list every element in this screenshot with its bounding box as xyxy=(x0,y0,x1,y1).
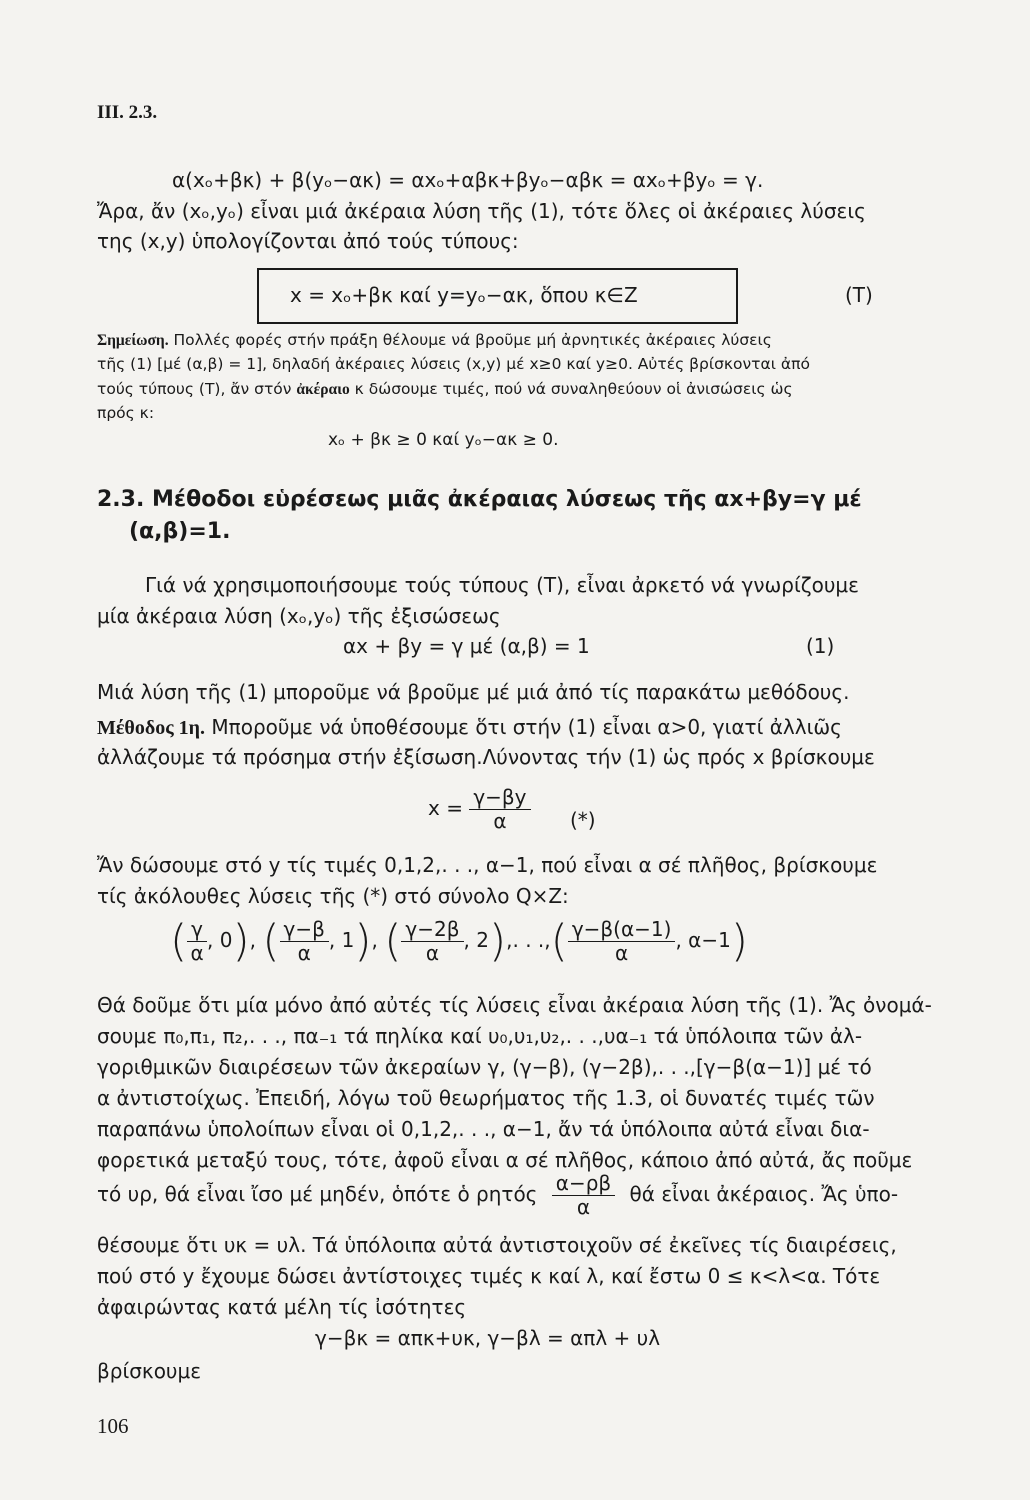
equation-label: (*) xyxy=(570,808,596,832)
note-line xyxy=(97,380,793,399)
pair-numerator: γ−2β xyxy=(401,918,463,942)
paragraph-line: της (x,y) ὑπολογίζονται ἀπό τούς τύπους: xyxy=(97,229,519,253)
fraction-lhs: x = xyxy=(428,796,463,820)
equation-label: (1) xyxy=(806,634,835,658)
paragraph-line: φορετικά μεταξύ τους, τότε, ἀφοῦ εἶναι α σέ πλῆθος, κάποιο ἀπό αὐτά, ἄς ποῦμε xyxy=(97,1148,913,1172)
fraction-equation xyxy=(428,786,531,833)
pair-second: 0 xyxy=(219,928,233,952)
paragraph-line: βρίσκουμε xyxy=(97,1359,202,1383)
paragraph-line xyxy=(97,1172,898,1219)
page-number: 106 xyxy=(97,1414,129,1438)
text-span: θά εἶναι ἀκέραιος. Ἄς ὑπο- xyxy=(629,1182,899,1206)
method-line xyxy=(97,715,842,740)
remainder-equations: γ−βκ = απκ+υκ, γ−βλ = απλ + υλ xyxy=(315,1326,661,1350)
note-text: τούς τύπους (T), ἄν στόν xyxy=(97,380,297,398)
pair-fraction xyxy=(187,918,207,965)
pair-denominator: α xyxy=(615,941,629,965)
text-span: τό υρ, θά εἶναι ἴσο μέ μηδέν, ὁπότε ὁ ρητός xyxy=(97,1182,538,1206)
note-text: κ δώσουμε τιμές, πού νά συναληθεύουν οἱ ἀνισώσεις ὡς xyxy=(349,380,793,398)
note-inequalities: xₒ + βκ ≥ 0 καί yₒ−ακ ≥ 0. xyxy=(328,430,559,450)
note-emphasis: ἀκέραιο xyxy=(296,381,350,398)
section-heading: 2.3. Μέθοδοι εὑρέσεως μιᾶς ἀκέραιας λύσεως τῆς αx+βy=γ μέ xyxy=(97,487,862,512)
note-line: τῆς (1) [μέ (α,β) = 1], δηλαδή ἀκέραιες λύσεις (x,y) μέ x≥0 καί y≥0. Αὐτές βρίσκονται ἀπό xyxy=(97,355,810,373)
pair-second: α−1 xyxy=(688,928,731,952)
paragraph-line: θέσουμε ὅτι υκ = υλ. Τά ὑπόλοιπα αὐτά ἀντιστοιχοῦν σέ ἐκεῖνες τίς διαιρέσεις, xyxy=(97,1233,897,1257)
pair-denominator: α xyxy=(297,941,311,965)
pair-separator: , xyxy=(371,928,385,952)
note-line xyxy=(97,331,772,350)
solution-pairs: ( $\frac{\gamma}{\alpha}$ , 0), ( $\frac{\gamma-\beta}{\alpha}$ , 1), ( $\frac{\gamma-2\beta}{\alpha}$ , 2),. . .,( $\frac{\gamma-\beta(\alpha-1)}{\alpha}$ , α−1) xyxy=(170,915,749,967)
formula-label: (T) xyxy=(845,283,873,307)
paragraph-line: Μιά λύση τῆς (1) μποροῦμε νά βροῦμε μέ μιά ἀπό τίς παρακάτω μεθόδους. xyxy=(97,680,850,704)
pair-fraction xyxy=(401,918,463,965)
inline-fraction xyxy=(552,1172,615,1219)
pair-ellipsis: ,. . ., xyxy=(506,928,551,952)
note-label: Σημείωση. xyxy=(97,332,169,349)
section-heading: (α,β)=1. xyxy=(129,519,231,544)
pair-denominator: α xyxy=(425,941,440,965)
fraction-numerator: α−ρβ xyxy=(552,1172,615,1196)
equation-1: αx + βy = γ μέ (α,β) = 1 xyxy=(343,634,590,658)
pair-fraction xyxy=(568,918,676,965)
pair-denominator: α xyxy=(190,941,204,965)
boxed-formula: x = xₒ+βκ καί y=yₒ−ακ, ὅπου κ∈Z xyxy=(290,283,638,307)
paragraph-line: τίς ἀκόλουθες λύσεις τῆς (*) στό σύνολο Q×Z: xyxy=(97,884,569,908)
paragraph-line: γοριθμικῶν διαιρέσεων τῶν ἀκεραίων γ, (γ−β), (γ−2β),. . .,[γ−β(α−1)] μέ τό xyxy=(97,1055,872,1079)
fraction-denominator: α xyxy=(493,809,507,833)
note-text: Πολλές φορές στήν πράξη θέλουμε νά βροῦμε μή ἀρνητικές ἀκέραιες λύσεις xyxy=(168,331,772,349)
pair-fraction xyxy=(280,918,329,965)
method-text: Μποροῦμε νά ὑποθέσουμε ὅτι στήν (1) εἶναι α>0, γιατί ἀλλιῶς xyxy=(205,715,842,739)
pair-numerator: γ−β(α−1) xyxy=(568,918,676,942)
pair-second: 2 xyxy=(476,928,489,952)
fraction-denominator: α xyxy=(576,1195,591,1219)
paragraph-line: Γιά νά χρησιμοποιήσουμε τούς τύπους (T), εἶναι ἀρκετό νά γνωρίζουμε xyxy=(145,573,859,597)
pair-second: 1 xyxy=(341,928,355,952)
paragraph-line: Θά δοῦμε ὅτι μία μόνο ἀπό αὐτές τίς λύσεις εἶναι ἀκέραια λύση τῆς (1). Ἄς ὀνομά- xyxy=(97,993,932,1017)
paragraph-line: α ἀντιστοίχως. Ἐπειδή, λόγω τοῦ θεωρήματος τῆς 1.3, οἱ δυνατές τιμές τῶν xyxy=(97,1086,875,1110)
paragraph-line: Ἄν δώσουμε στό y τίς τιμές 0,1,2,. . ., α−1, πού εἶναι α σέ πλῆθος, βρίσκουμε xyxy=(97,853,878,877)
paragraph-line: ἀλλάζουμε τά πρόσημα στήν ἐξίσωση.Λύνοντας τήν (1) ὡς πρός x βρίσκουμε xyxy=(97,745,875,769)
pair-numerator: γ−β xyxy=(280,918,329,942)
note-line: πρός κ: xyxy=(97,404,155,422)
paragraph-line: σουμε π₀,π₁, π₂,. . ., πα₋₁ τά πηλίκα καί υ₀,υ₁,υ₂,. . .,υα₋₁ τά ὑπόλοιπα τῶν ἀλ- xyxy=(97,1024,863,1048)
fraction-numerator: γ−βy xyxy=(469,786,530,810)
pair-numerator: γ xyxy=(187,918,207,942)
paragraph-line: ἀφαιρώντας κατά μέλη τίς ἰσότητες xyxy=(97,1295,467,1319)
paragraph-line: μία ἀκέραια λύση (xₒ,yₒ) τῆς ἐξισώσεως xyxy=(97,604,501,628)
paragraph-line: παραπάνω ὑπολοίπων εἶναι οἱ 0,1,2,. . ., α−1, ἄν τά ὑπόλοιπα αὐτά εἶναι δια- xyxy=(97,1117,870,1141)
method-label: Μέθοδος 1η. xyxy=(97,717,206,739)
fraction xyxy=(469,786,530,833)
pair-separator: , xyxy=(249,928,263,952)
paragraph-line: Ἄρα, ἄν (xₒ,yₒ) εἶναι μιά ἀκέραια λύση τῆς (1), τότε ὅλες οἱ ἀκέραιες λύσεις xyxy=(97,199,866,223)
paragraph-line: πού στό y ἔχουμε δώσει ἀντίστοιχες τιμές κ καί λ, καί ἔστω 0 ≤ κ<λ<α. Τότε xyxy=(97,1264,881,1288)
main-equation: α(xₒ+βκ) + β(yₒ−ακ) = αxₒ+αβκ+βyₒ−αβκ = αxₒ+βyₒ = γ. xyxy=(172,168,764,192)
section-header: III. 2.3. xyxy=(97,102,158,123)
